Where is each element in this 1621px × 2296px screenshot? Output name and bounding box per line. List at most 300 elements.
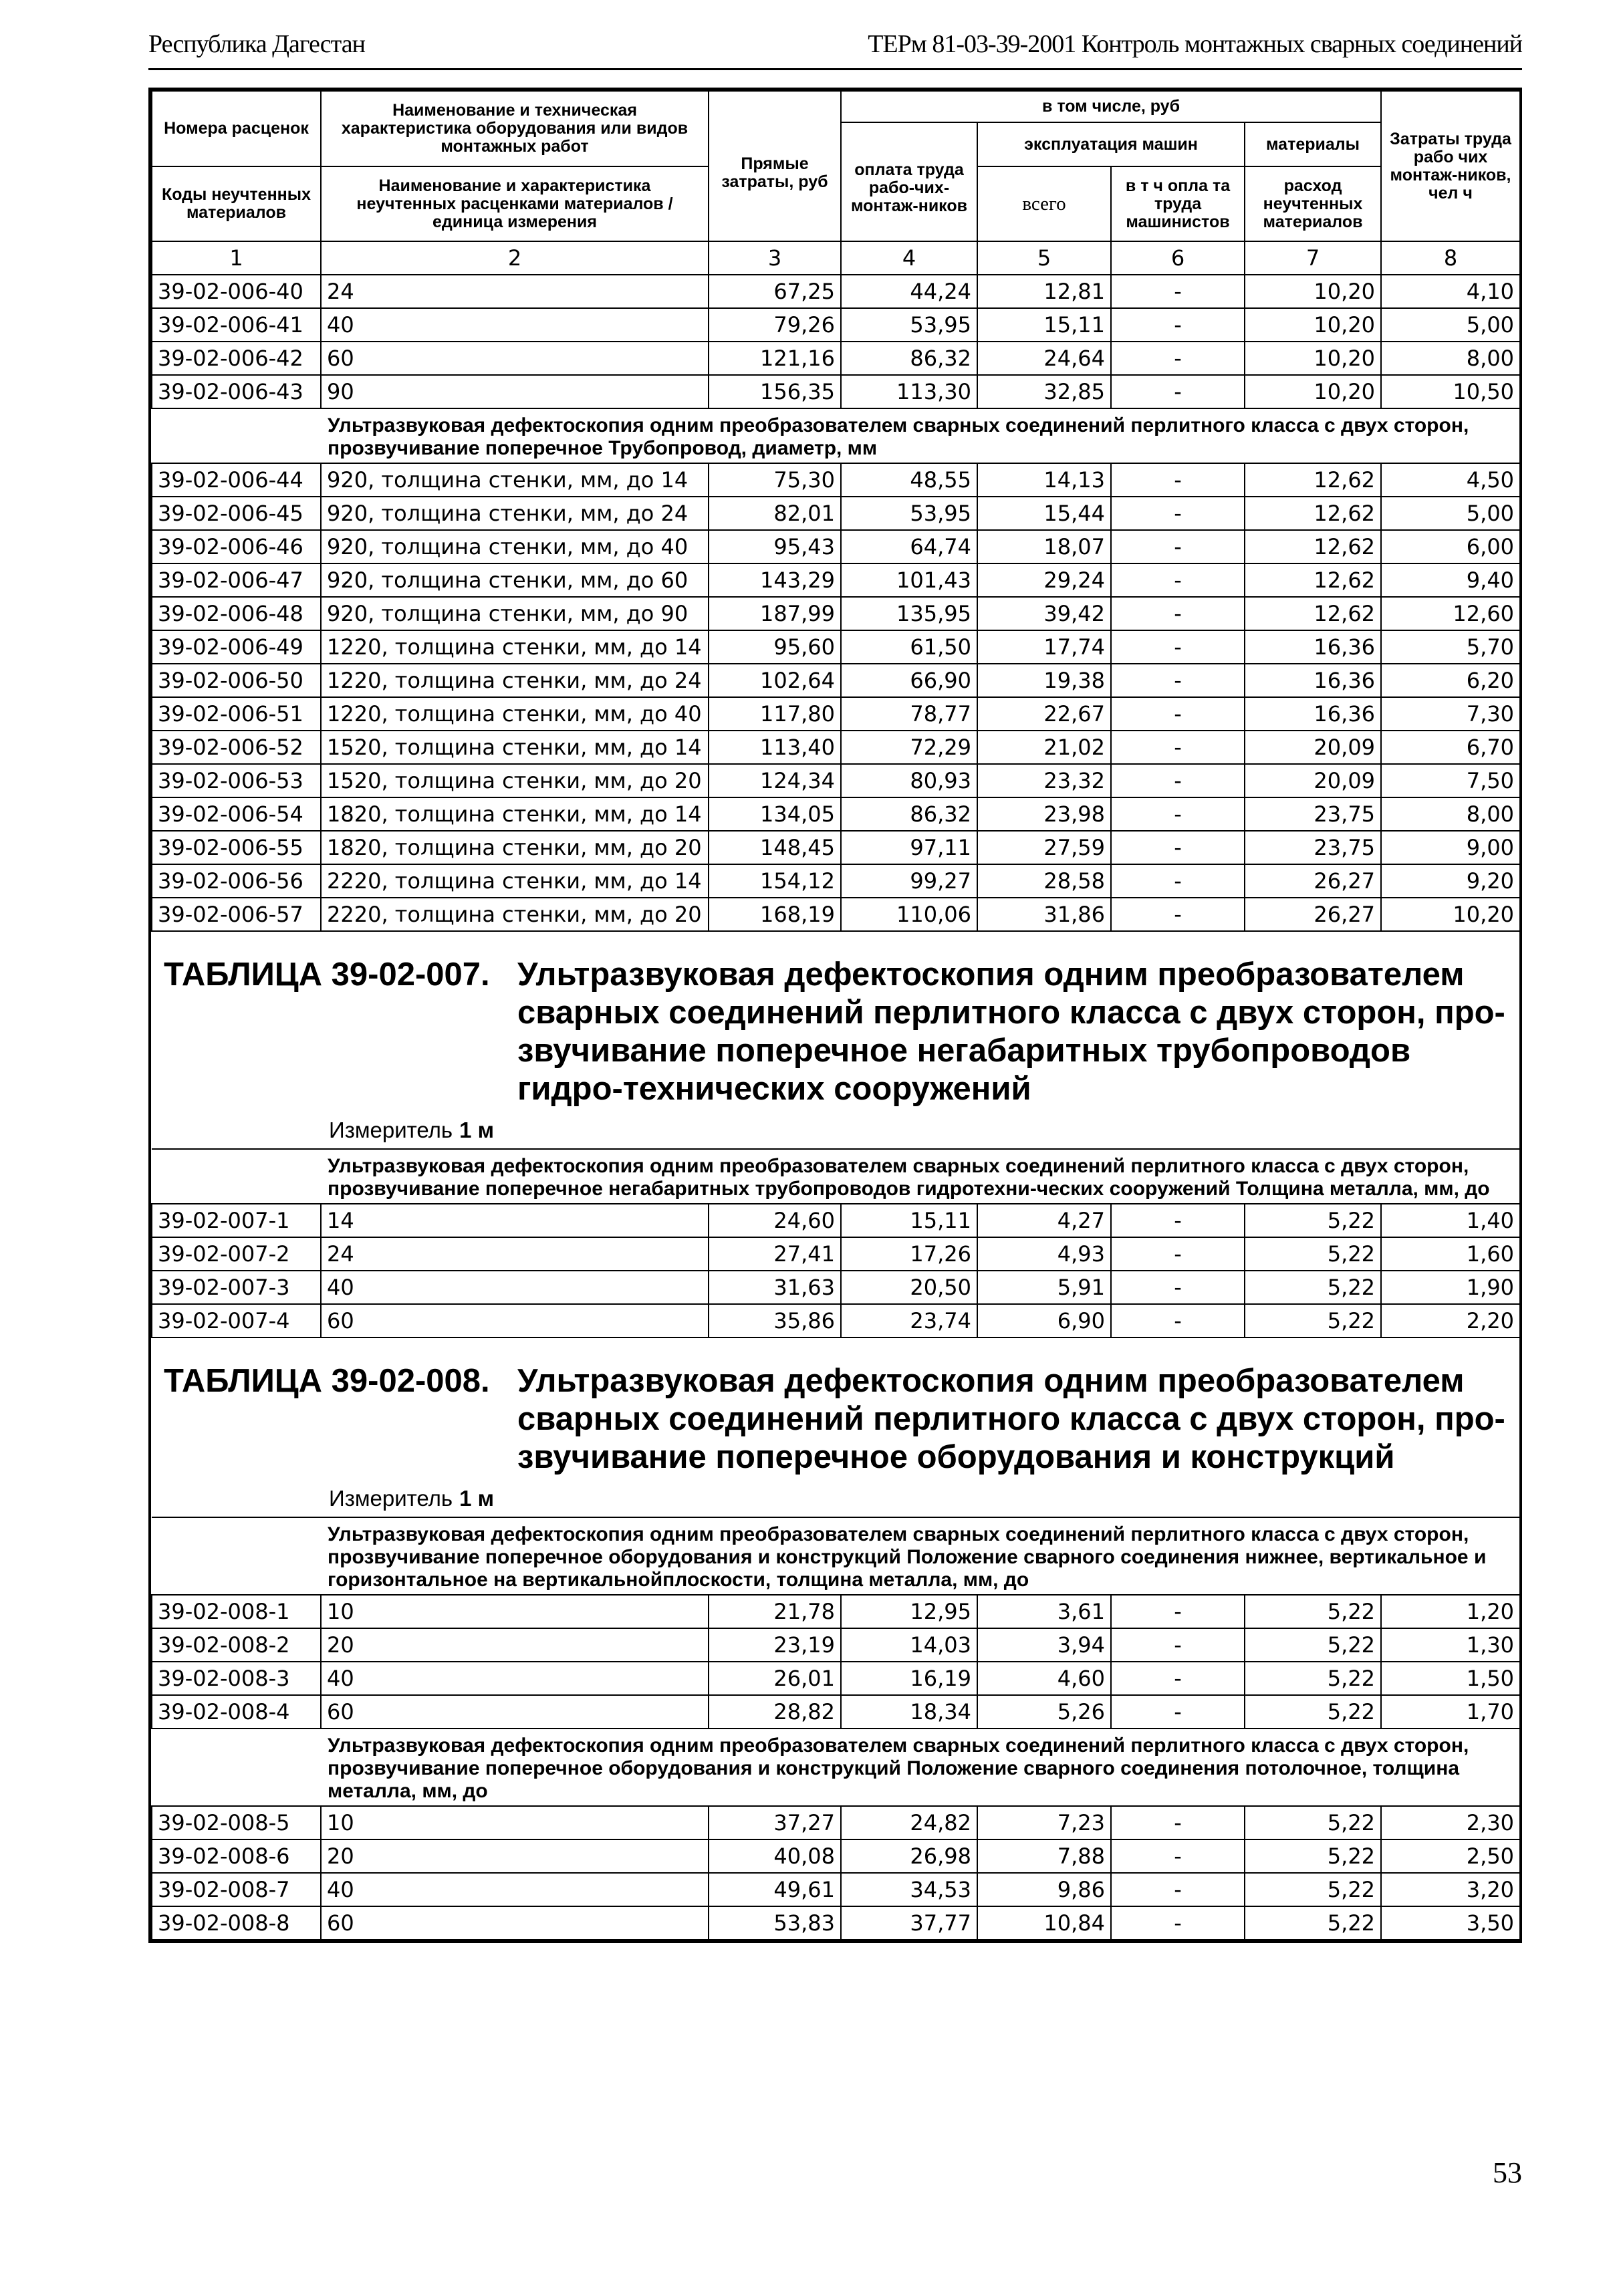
table-row <box>152 630 1520 664</box>
materials-cell: 12,62 <box>1245 563 1381 597</box>
rate-code-cell: 39-02-007-3 <box>152 1271 321 1304</box>
column-number-row <box>152 241 1520 275</box>
machines-wage-cell: - <box>1111 764 1245 797</box>
materials-cell: 23,75 <box>1245 797 1381 831</box>
materials-cell: 16,36 <box>1245 630 1381 664</box>
machines-total-cell: 5,91 <box>977 1271 1111 1304</box>
table-body <box>152 275 1520 1940</box>
labor-costs-cell: 10,50 <box>1381 375 1520 408</box>
wage-cell: 17,26 <box>841 1237 977 1271</box>
unit-value: 1 м <box>459 1118 495 1142</box>
wage-cell: 101,43 <box>841 563 977 597</box>
column-number: 1 <box>152 241 321 275</box>
labor-costs-cell: 5,70 <box>1381 630 1520 664</box>
wage-cell: 23,74 <box>841 1304 977 1337</box>
section-spacer <box>152 1729 321 1806</box>
machines-total-cell: 7,88 <box>977 1839 1111 1873</box>
table-row <box>152 831 1520 864</box>
table-row <box>152 497 1520 530</box>
header-document-title: ТЕРм 81-03-39-2001 Контроль монтажных сварных соединений <box>868 30 1522 58</box>
rate-code-cell: 39-02-006-53 <box>152 764 321 797</box>
machines-total-cell: 27,59 <box>977 831 1111 864</box>
direct-costs-cell: 24,60 <box>709 1204 841 1237</box>
materials-cell: 5,22 <box>1245 1595 1381 1628</box>
rate-code-cell: 39-02-007-1 <box>152 1204 321 1237</box>
materials-cell: 12,62 <box>1245 597 1381 630</box>
work-name-cell: 1520, толщина стенки, мм, до 14 <box>321 731 709 764</box>
rate-code-cell: 39-02-008-5 <box>152 1806 321 1839</box>
work-name-cell: 60 <box>321 342 709 375</box>
table-title-text: Ультразвуковая дефектоскопия одним преобразователем сварных соединений перлитного класса с двух сторон, про-звучивание поперечное оборудования и конструкций <box>517 1363 1505 1475</box>
machines-wage-cell: - <box>1111 1271 1245 1304</box>
wage-cell: 44,24 <box>841 275 977 308</box>
rate-code-cell: 39-02-006-40 <box>152 275 321 308</box>
table-row <box>152 1204 1520 1237</box>
direct-costs-cell: 95,60 <box>709 630 841 664</box>
wage-cell: 80,93 <box>841 764 977 797</box>
machines-wage-cell: - <box>1111 308 1245 342</box>
machines-total-cell: 15,11 <box>977 308 1111 342</box>
machines-wage-cell: - <box>1111 1695 1245 1729</box>
machines-wage-cell: - <box>1111 1204 1245 1237</box>
work-name-cell: 40 <box>321 1873 709 1906</box>
machines-total-cell: 19,38 <box>977 664 1111 697</box>
work-name-cell: 920, толщина стенки, мм, до 60 <box>321 563 709 597</box>
machines-wage-cell: - <box>1111 898 1245 931</box>
wage-cell: 110,06 <box>841 898 977 931</box>
direct-costs-cell: 40,08 <box>709 1839 841 1873</box>
machines-total-cell: 5,26 <box>977 1695 1111 1729</box>
rate-code-cell: 39-02-006-55 <box>152 831 321 864</box>
wage-cell: 113,30 <box>841 375 977 408</box>
work-name-cell: 60 <box>321 1695 709 1729</box>
column-number: 6 <box>1111 241 1245 275</box>
machines-total-cell: 7,23 <box>977 1806 1111 1839</box>
page-number: 53 <box>1493 2156 1522 2189</box>
wage-cell: 86,32 <box>841 797 977 831</box>
machines-total-cell: 39,42 <box>977 597 1111 630</box>
direct-costs-cell: 75,30 <box>709 463 841 497</box>
rate-code-cell: 39-02-006-50 <box>152 664 321 697</box>
machines-total-cell: 29,24 <box>977 563 1111 597</box>
unit-of-measure <box>329 1108 1520 1148</box>
section-heading: Ультразвуковая дефектоскопия одним преобразователем сварных соединений перлитного класса с двух сторон, прозвучивание поперечное оборудования и конструкций Положение сварного соединения нижнее, вертикальное и горизонтальное на вертикальнойплоскости, толщина металла, мм, до <box>321 1517 1520 1595</box>
materials-cell: 16,36 <box>1245 664 1381 697</box>
labor-costs-cell: 10,20 <box>1381 898 1520 931</box>
machines-total-cell: 18,07 <box>977 530 1111 563</box>
materials-cell: 12,62 <box>1245 463 1381 497</box>
unit-label: Измеритель <box>329 1118 453 1142</box>
work-name-cell: 920, толщина стенки, мм, до 24 <box>321 497 709 530</box>
direct-costs-cell: 26,01 <box>709 1662 841 1695</box>
table-row <box>152 1906 1520 1940</box>
labor-costs-cell: 1,20 <box>1381 1595 1520 1628</box>
machines-wage-cell: - <box>1111 463 1245 497</box>
machines-wage-cell: - <box>1111 342 1245 375</box>
column-number: 2 <box>321 241 709 275</box>
column-number: 7 <box>1245 241 1381 275</box>
wage-cell: 66,90 <box>841 664 977 697</box>
direct-costs-cell: 67,25 <box>709 275 841 308</box>
machines-total-cell: 15,44 <box>977 497 1111 530</box>
direct-costs-cell: 148,45 <box>709 831 841 864</box>
rate-code-cell: 39-02-008-2 <box>152 1628 321 1662</box>
work-name-cell: 920, толщина стенки, мм, до 40 <box>321 530 709 563</box>
table-row <box>152 664 1520 697</box>
table-row <box>152 1271 1520 1304</box>
col-name-bottom: Наименование и характеристика неучтенных расценками материалов / единица измерения <box>321 166 709 241</box>
rate-code-cell: 39-02-006-46 <box>152 530 321 563</box>
materials-cell: 10,20 <box>1245 342 1381 375</box>
materials-cell: 5,22 <box>1245 1628 1381 1662</box>
materials-cell: 10,20 <box>1245 275 1381 308</box>
labor-costs-cell: 12,60 <box>1381 597 1520 630</box>
rate-code-cell: 39-02-008-8 <box>152 1906 321 1940</box>
labor-costs-cell: 5,00 <box>1381 308 1520 342</box>
labor-costs-cell: 8,00 <box>1381 797 1520 831</box>
table-title-label: ТАБЛИЦА 39-02-008. <box>164 1363 490 1399</box>
rate-code-cell: 39-02-006-49 <box>152 630 321 664</box>
work-name-cell: 40 <box>321 308 709 342</box>
rate-code-cell: 39-02-008-1 <box>152 1595 321 1628</box>
materials-cell: 26,27 <box>1245 898 1381 931</box>
machines-total-cell: 28,58 <box>977 864 1111 898</box>
machines-total-cell: 4,27 <box>977 1204 1111 1237</box>
wage-cell: 72,29 <box>841 731 977 764</box>
labor-costs-cell: 4,50 <box>1381 463 1520 497</box>
materials-cell: 23,75 <box>1245 831 1381 864</box>
rate-code-cell: 39-02-006-48 <box>152 597 321 630</box>
section-heading-row <box>152 408 1520 463</box>
machines-total-cell: 12,81 <box>977 275 1111 308</box>
machines-total-cell: 24,64 <box>977 342 1111 375</box>
labor-costs-cell: 1,70 <box>1381 1695 1520 1729</box>
wage-cell: 18,34 <box>841 1695 977 1729</box>
materials-cell: 26,27 <box>1245 864 1381 898</box>
section-heading-row <box>152 1517 1520 1595</box>
wage-cell: 64,74 <box>841 530 977 563</box>
section-heading: Ультразвуковая дефектоскопия одним преобразователем сварных соединений перлитного класса с двух сторон, прозвучивание поперечное Трубопровод, диаметр, мм <box>321 408 1520 463</box>
table-row <box>152 1662 1520 1695</box>
machines-wage-cell: - <box>1111 1237 1245 1271</box>
work-name-cell: 2220, толщина стенки, мм, до 14 <box>321 864 709 898</box>
direct-costs-cell: 102,64 <box>709 664 841 697</box>
machines-total-cell: 4,60 <box>977 1662 1111 1695</box>
labor-costs-cell: 4,10 <box>1381 275 1520 308</box>
direct-costs-cell: 168,19 <box>709 898 841 931</box>
materials-cell: 5,22 <box>1245 1806 1381 1839</box>
wage-cell: 135,95 <box>841 597 977 630</box>
materials-cell: 5,22 <box>1245 1204 1381 1237</box>
machines-total-cell: 23,32 <box>977 764 1111 797</box>
table-title-label: ТАБЛИЦА 39-02-007. <box>164 956 490 993</box>
labor-costs-cell: 3,50 <box>1381 1906 1520 1940</box>
machines-wage-cell: - <box>1111 497 1245 530</box>
table-title-cell <box>152 931 1520 1149</box>
machines-total-cell: 31,86 <box>977 898 1111 931</box>
direct-costs-cell: 95,43 <box>709 530 841 563</box>
machines-wage-cell: - <box>1111 530 1245 563</box>
table-row <box>152 530 1520 563</box>
labor-costs-cell: 1,90 <box>1381 1271 1520 1304</box>
materials-cell: 12,62 <box>1245 497 1381 530</box>
work-name-cell: 920, толщина стенки, мм, до 90 <box>321 597 709 630</box>
labor-costs-cell: 7,50 <box>1381 764 1520 797</box>
direct-costs-cell: 27,41 <box>709 1237 841 1271</box>
section-spacer <box>152 1149 321 1204</box>
table-row <box>152 1595 1520 1628</box>
labor-costs-cell: 1,50 <box>1381 1662 1520 1695</box>
work-name-cell: 60 <box>321 1304 709 1337</box>
table-row <box>152 275 1520 308</box>
materials-cell: 5,22 <box>1245 1662 1381 1695</box>
machines-total-cell: 23,98 <box>977 797 1111 831</box>
table-header <box>152 91 1520 275</box>
work-name-cell: 1220, толщина стенки, мм, до 40 <box>321 697 709 731</box>
col-including: в том числе, руб <box>841 91 1381 122</box>
wage-cell: 14,03 <box>841 1628 977 1662</box>
machines-total-cell: 9,86 <box>977 1873 1111 1906</box>
materials-cell: 5,22 <box>1245 1271 1381 1304</box>
machines-total-cell: 3,94 <box>977 1628 1111 1662</box>
work-name-cell: 60 <box>321 1906 709 1940</box>
machines-wage-cell: - <box>1111 630 1245 664</box>
column-number: 4 <box>841 241 977 275</box>
table-row <box>152 463 1520 497</box>
labor-costs-cell: 2,30 <box>1381 1806 1520 1839</box>
machines-wage-cell: - <box>1111 375 1245 408</box>
machines-total-cell: 17,74 <box>977 630 1111 664</box>
direct-costs-cell: 121,16 <box>709 342 841 375</box>
section-heading: Ультразвуковая дефектоскопия одним преобразователем сварных соединений перлитного класса с двух сторон, прозвучивание поперечное негабаритных трубопроводов гидротехни-ческих сооружений Толщина металла, мм, до <box>321 1149 1520 1204</box>
table-title-cell <box>152 1337 1520 1517</box>
direct-costs-cell: 35,86 <box>709 1304 841 1337</box>
col-direct-costs: Прямые затраты, руб <box>709 91 841 241</box>
table-row <box>152 864 1520 898</box>
rate-code-cell: 39-02-006-51 <box>152 697 321 731</box>
table-row <box>152 1304 1520 1337</box>
machines-wage-cell: - <box>1111 797 1245 831</box>
wage-cell: 12,95 <box>841 1595 977 1628</box>
direct-costs-cell: 143,29 <box>709 563 841 597</box>
rate-code-cell: 39-02-006-41 <box>152 308 321 342</box>
machines-wage-cell: - <box>1111 1662 1245 1695</box>
column-number: 5 <box>977 241 1111 275</box>
section-spacer <box>152 408 321 463</box>
work-name-cell: 1820, толщина стенки, мм, до 14 <box>321 797 709 831</box>
work-name-cell: 1220, толщина стенки, мм, до 24 <box>321 664 709 697</box>
work-name-cell: 10 <box>321 1806 709 1839</box>
table-title-row <box>152 931 1520 1149</box>
work-name-cell: 920, толщина стенки, мм, до 14 <box>321 463 709 497</box>
work-name-cell: 20 <box>321 1628 709 1662</box>
work-name-cell: 40 <box>321 1662 709 1695</box>
materials-cell: 16,36 <box>1245 697 1381 731</box>
machines-total-cell: 22,67 <box>977 697 1111 731</box>
direct-costs-cell: 154,12 <box>709 864 841 898</box>
rate-code-cell: 39-02-006-43 <box>152 375 321 408</box>
machines-total-cell: 10,84 <box>977 1906 1111 1940</box>
table-row <box>152 898 1520 931</box>
direct-costs-cell: 117,80 <box>709 697 841 731</box>
materials-cell: 5,22 <box>1245 1906 1381 1940</box>
labor-costs-cell: 7,30 <box>1381 697 1520 731</box>
materials-cell: 20,09 <box>1245 764 1381 797</box>
section-spacer <box>152 1517 321 1595</box>
table-row <box>152 1873 1520 1906</box>
direct-costs-cell: 28,82 <box>709 1695 841 1729</box>
rate-code-cell: 39-02-006-56 <box>152 864 321 898</box>
direct-costs-cell: 79,26 <box>709 308 841 342</box>
machines-total-cell: 14,13 <box>977 463 1111 497</box>
rate-code-cell: 39-02-006-57 <box>152 898 321 931</box>
machines-wage-cell: - <box>1111 1839 1245 1873</box>
rate-code-cell: 39-02-006-47 <box>152 563 321 597</box>
wage-cell: 26,98 <box>841 1839 977 1873</box>
direct-costs-cell: 49,61 <box>709 1873 841 1906</box>
col-rate-numbers: Номера расценок <box>152 91 321 166</box>
rate-code-cell: 39-02-008-3 <box>152 1662 321 1695</box>
table-row <box>152 797 1520 831</box>
materials-cell: 10,20 <box>1245 375 1381 408</box>
direct-costs-cell: 124,34 <box>709 764 841 797</box>
materials-cell: 5,22 <box>1245 1873 1381 1906</box>
header-region: Республика Дагестан <box>148 30 365 58</box>
direct-costs-cell: 156,35 <box>709 375 841 408</box>
col-wage: оплата труда рабо-чих-монтаж-ников <box>841 122 977 241</box>
machines-total-cell: 3,61 <box>977 1595 1111 1628</box>
machines-total-cell: 6,90 <box>977 1304 1111 1337</box>
work-name-cell: 1220, толщина стенки, мм, до 14 <box>321 630 709 664</box>
work-name-cell: 2220, толщина стенки, мм, до 20 <box>321 898 709 931</box>
wage-cell: 61,50 <box>841 630 977 664</box>
rate-code-cell: 39-02-007-4 <box>152 1304 321 1337</box>
table-title <box>152 932 1520 1108</box>
labor-costs-cell: 3,20 <box>1381 1873 1520 1906</box>
header-rule <box>148 68 1522 70</box>
wage-cell: 34,53 <box>841 1873 977 1906</box>
section-heading-row <box>152 1149 1520 1204</box>
table-row <box>152 764 1520 797</box>
rate-code-cell: 39-02-008-4 <box>152 1695 321 1729</box>
labor-costs-cell: 6,00 <box>1381 530 1520 563</box>
rate-code-cell: 39-02-006-52 <box>152 731 321 764</box>
table-row <box>152 308 1520 342</box>
wage-cell: 15,11 <box>841 1204 977 1237</box>
work-name-cell: 1520, толщина стенки, мм, до 20 <box>321 764 709 797</box>
wage-cell: 37,77 <box>841 1906 977 1940</box>
table-row <box>152 1237 1520 1271</box>
materials-cell: 20,09 <box>1245 731 1381 764</box>
machines-wage-cell: - <box>1111 1628 1245 1662</box>
wage-cell: 99,27 <box>841 864 977 898</box>
materials-cell: 10,20 <box>1245 308 1381 342</box>
machines-wage-cell: - <box>1111 664 1245 697</box>
table-row <box>152 342 1520 375</box>
work-name-cell: 14 <box>321 1204 709 1237</box>
machines-total-cell: 4,93 <box>977 1237 1111 1271</box>
labor-costs-cell: 1,40 <box>1381 1204 1520 1237</box>
materials-cell: 5,22 <box>1245 1695 1381 1729</box>
table-row <box>152 597 1520 630</box>
table-title-row <box>152 1337 1520 1517</box>
machines-total-cell: 32,85 <box>977 375 1111 408</box>
col-machines-total: всего <box>977 166 1111 241</box>
table-row <box>152 1695 1520 1729</box>
wage-cell: 86,32 <box>841 342 977 375</box>
labor-costs-cell: 6,20 <box>1381 664 1520 697</box>
wage-cell: 20,50 <box>841 1271 977 1304</box>
wage-cell: 53,95 <box>841 308 977 342</box>
work-name-cell: 24 <box>321 1237 709 1271</box>
rate-code-cell: 39-02-008-6 <box>152 1839 321 1873</box>
unit-value: 1 м <box>459 1486 495 1511</box>
labor-costs-cell: 1,60 <box>1381 1237 1520 1271</box>
materials-cell: 5,22 <box>1245 1304 1381 1337</box>
column-number: 3 <box>709 241 841 275</box>
col-codes: Коды неучтенных материалов <box>152 166 321 241</box>
wage-cell: 24,82 <box>841 1806 977 1839</box>
unit-of-measure <box>329 1477 1520 1517</box>
rate-code-cell: 39-02-006-44 <box>152 463 321 497</box>
table-row <box>152 697 1520 731</box>
rate-code-cell: 39-02-007-2 <box>152 1237 321 1271</box>
table-title-text: Ультразвуковая дефектоскопия одним преобразователем сварных соединений перлитного класса с двух сторон, про-звучивание поперечное негабаритных трубопроводов гидро-технических сооружений <box>517 956 1505 1107</box>
column-number: 8 <box>1381 241 1520 275</box>
machines-wage-cell: - <box>1111 1595 1245 1628</box>
work-name-cell: 20 <box>321 1839 709 1873</box>
wage-cell: 53,95 <box>841 497 977 530</box>
materials-cell: 5,22 <box>1245 1237 1381 1271</box>
col-labor-costs: Затраты труда рабо чих монтаж-ников, чел ч <box>1381 91 1520 241</box>
labor-costs-cell: 8,00 <box>1381 342 1520 375</box>
wage-cell: 97,11 <box>841 831 977 864</box>
work-name-cell: 1820, толщина стенки, мм, до 20 <box>321 831 709 864</box>
machines-wage-cell: - <box>1111 597 1245 630</box>
rates-table <box>151 90 1521 1940</box>
work-name-cell: 90 <box>321 375 709 408</box>
machines-wage-cell: - <box>1111 563 1245 597</box>
work-name-cell: 24 <box>321 275 709 308</box>
rate-code-cell: 39-02-006-54 <box>152 797 321 831</box>
labor-costs-cell: 9,40 <box>1381 563 1520 597</box>
machines-wage-cell: - <box>1111 1873 1245 1906</box>
rate-code-cell: 39-02-008-7 <box>152 1873 321 1906</box>
labor-costs-cell: 2,20 <box>1381 1304 1520 1337</box>
table-title <box>152 1338 1520 1477</box>
labor-costs-cell: 9,00 <box>1381 831 1520 864</box>
col-machines-wage: в т ч опла та труда машинистов <box>1111 166 1245 241</box>
section-heading: Ультразвуковая дефектоскопия одним преобразователем сварных соединений перлитного класса с двух сторон, прозвучивание поперечное оборудования и конструкций Положение сварного соединения потолочное, толщина металла, мм, до <box>321 1729 1520 1806</box>
section-heading-row <box>152 1729 1520 1806</box>
direct-costs-cell: 21,78 <box>709 1595 841 1628</box>
machines-wage-cell: - <box>1111 1806 1245 1839</box>
machines-wage-cell: - <box>1111 275 1245 308</box>
col-name-top: Наименование и техническая характеристика оборудования или видов монтажных работ <box>321 91 709 166</box>
wage-cell: 78,77 <box>841 697 977 731</box>
materials-cell: 5,22 <box>1245 1839 1381 1873</box>
table-row <box>152 375 1520 408</box>
machines-total-cell: 21,02 <box>977 731 1111 764</box>
labor-costs-cell: 1,30 <box>1381 1628 1520 1662</box>
machines-wage-cell: - <box>1111 1906 1245 1940</box>
table-row <box>152 1806 1520 1839</box>
machines-wage-cell: - <box>1111 1304 1245 1337</box>
table-row <box>152 1839 1520 1873</box>
rates-table-frame <box>148 88 1522 1943</box>
wage-cell: 16,19 <box>841 1662 977 1695</box>
rate-code-cell: 39-02-006-42 <box>152 342 321 375</box>
